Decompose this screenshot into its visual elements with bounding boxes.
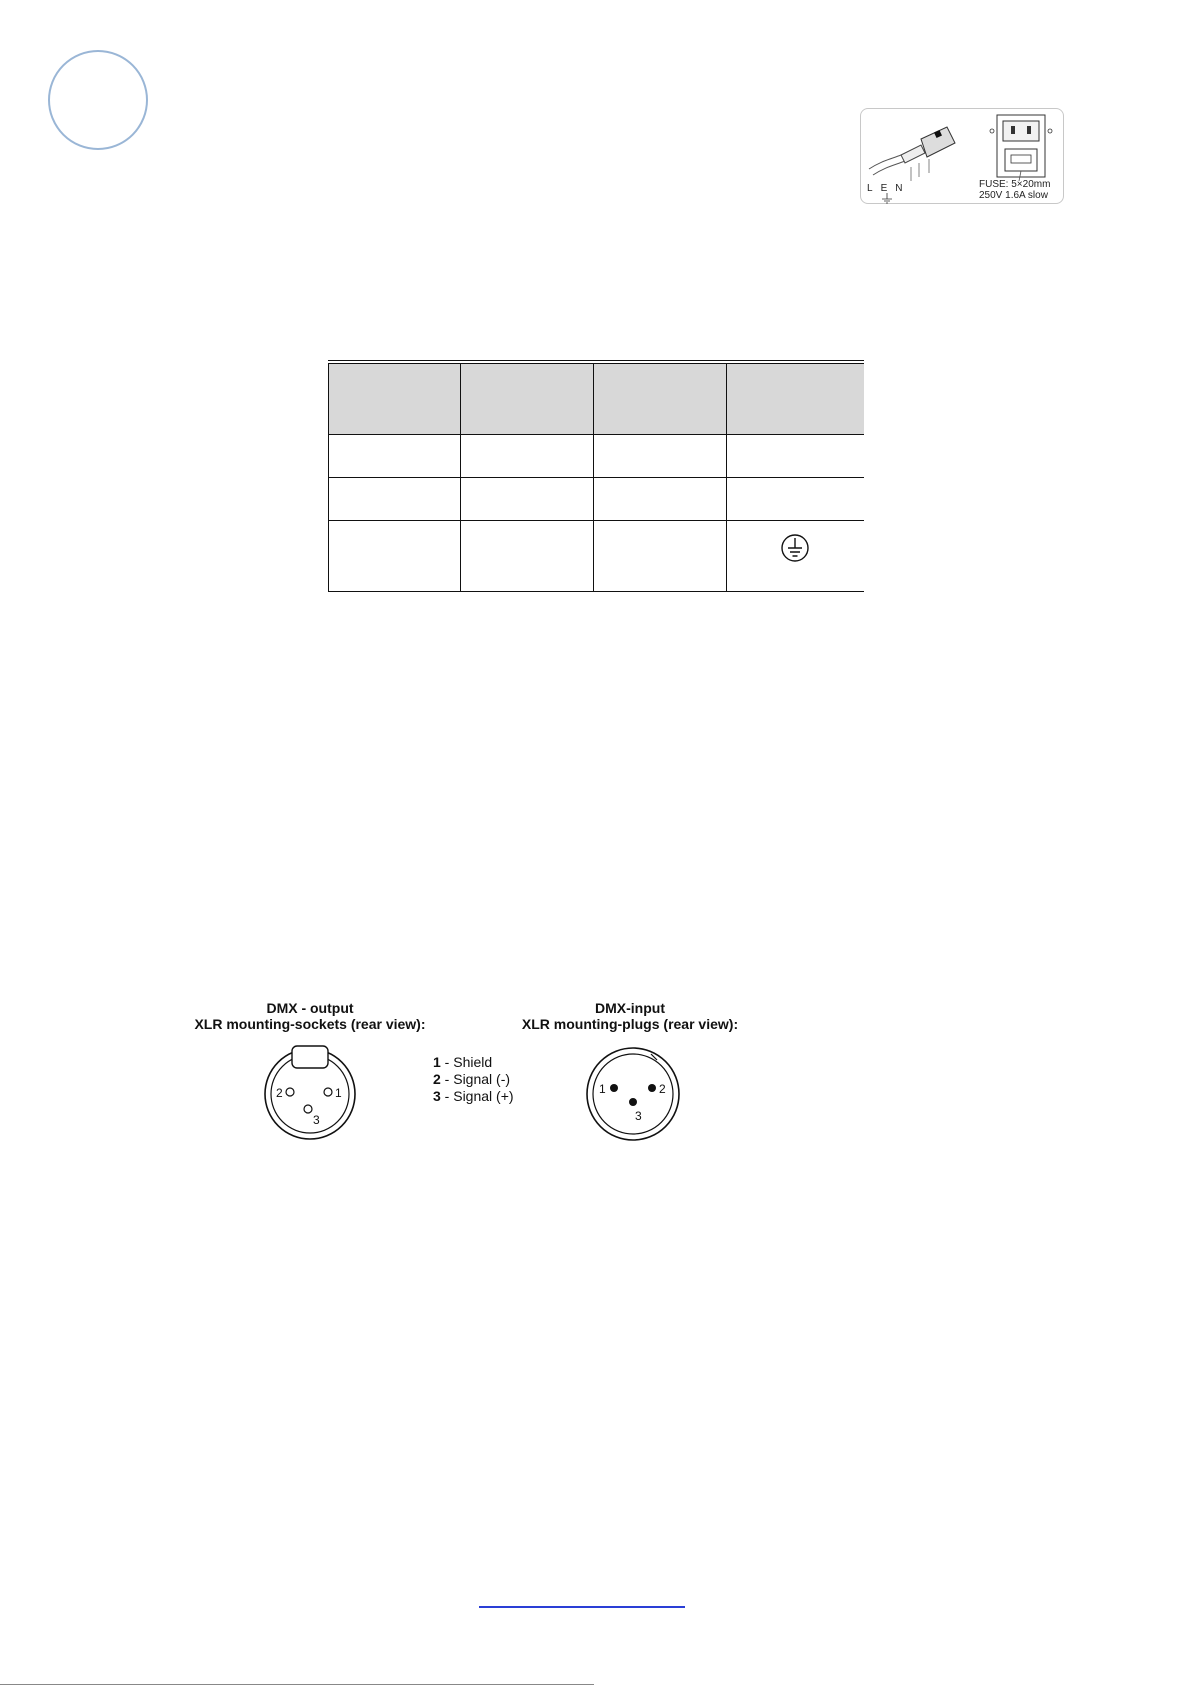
legend-num-2: 2: [433, 1071, 441, 1087]
xlr-plug-drawing: [581, 1042, 685, 1144]
fuse-spec-line2: 250V 1.6A slow: [979, 190, 1048, 201]
socket-pin-label-1: 1: [335, 1086, 342, 1100]
plug-pin-label-2: 2: [659, 1082, 666, 1096]
table-rule-top: [328, 360, 864, 361]
legend-num-3: 3: [433, 1088, 441, 1104]
table-rule-bottom: [328, 591, 864, 592]
table-header-row: [328, 364, 864, 434]
legend-text-2: - Signal (-): [440, 1071, 511, 1087]
legend-text-3: - Signal (+): [440, 1088, 514, 1104]
pin-labels: [867, 183, 910, 194]
plug-pin-label-3: 3: [635, 1109, 642, 1123]
plug-pin-label-1: 1: [599, 1082, 606, 1096]
legend-item-3: [433, 1088, 514, 1105]
socket-pin-label-3: 3: [313, 1113, 320, 1127]
legend-item-2: [433, 1071, 514, 1088]
footer-link-underline[interactable]: [479, 1606, 685, 1608]
table-col-line-0: [328, 364, 329, 592]
power-connector-figure: [860, 108, 1064, 204]
ground-symbol-icon: [780, 533, 810, 563]
pin-label-n: N: [895, 183, 903, 194]
legend-item-1: [433, 1054, 514, 1071]
fuse-spec-line1: FUSE: 5×20mm: [979, 179, 1051, 190]
dmx-input-title: [520, 1000, 740, 1032]
table-rule-row2: [328, 520, 864, 521]
table-rule-header: [328, 434, 864, 435]
pin-label-l: L: [867, 183, 873, 194]
dmx-input-title-line1: DMX-input: [595, 1000, 665, 1016]
pin-label-e: E: [880, 183, 888, 194]
legend-text-1: - Shield: [440, 1054, 493, 1070]
legend-num-1: 1: [433, 1054, 441, 1070]
xlr-socket-drawing: [258, 1040, 362, 1142]
table-rule-row1: [328, 477, 864, 478]
pin-legend: [433, 1054, 514, 1105]
dmx-output-title: [180, 1000, 440, 1032]
table-col-line-2: [593, 364, 594, 592]
dmx-input-title-line2: XLR mounting-plugs (rear view):: [521, 1016, 739, 1032]
table-col-line-1: [460, 364, 461, 592]
dmx-output-title-line2: XLR mounting-sockets (rear view):: [194, 1016, 426, 1032]
table-rule-top-inner: [328, 363, 864, 364]
table-col-line-3: [726, 364, 727, 592]
page-badge: [48, 50, 148, 150]
dmx-output-title-line1: DMX - output: [266, 1000, 354, 1016]
socket-pin-label-2: 2: [276, 1086, 283, 1100]
